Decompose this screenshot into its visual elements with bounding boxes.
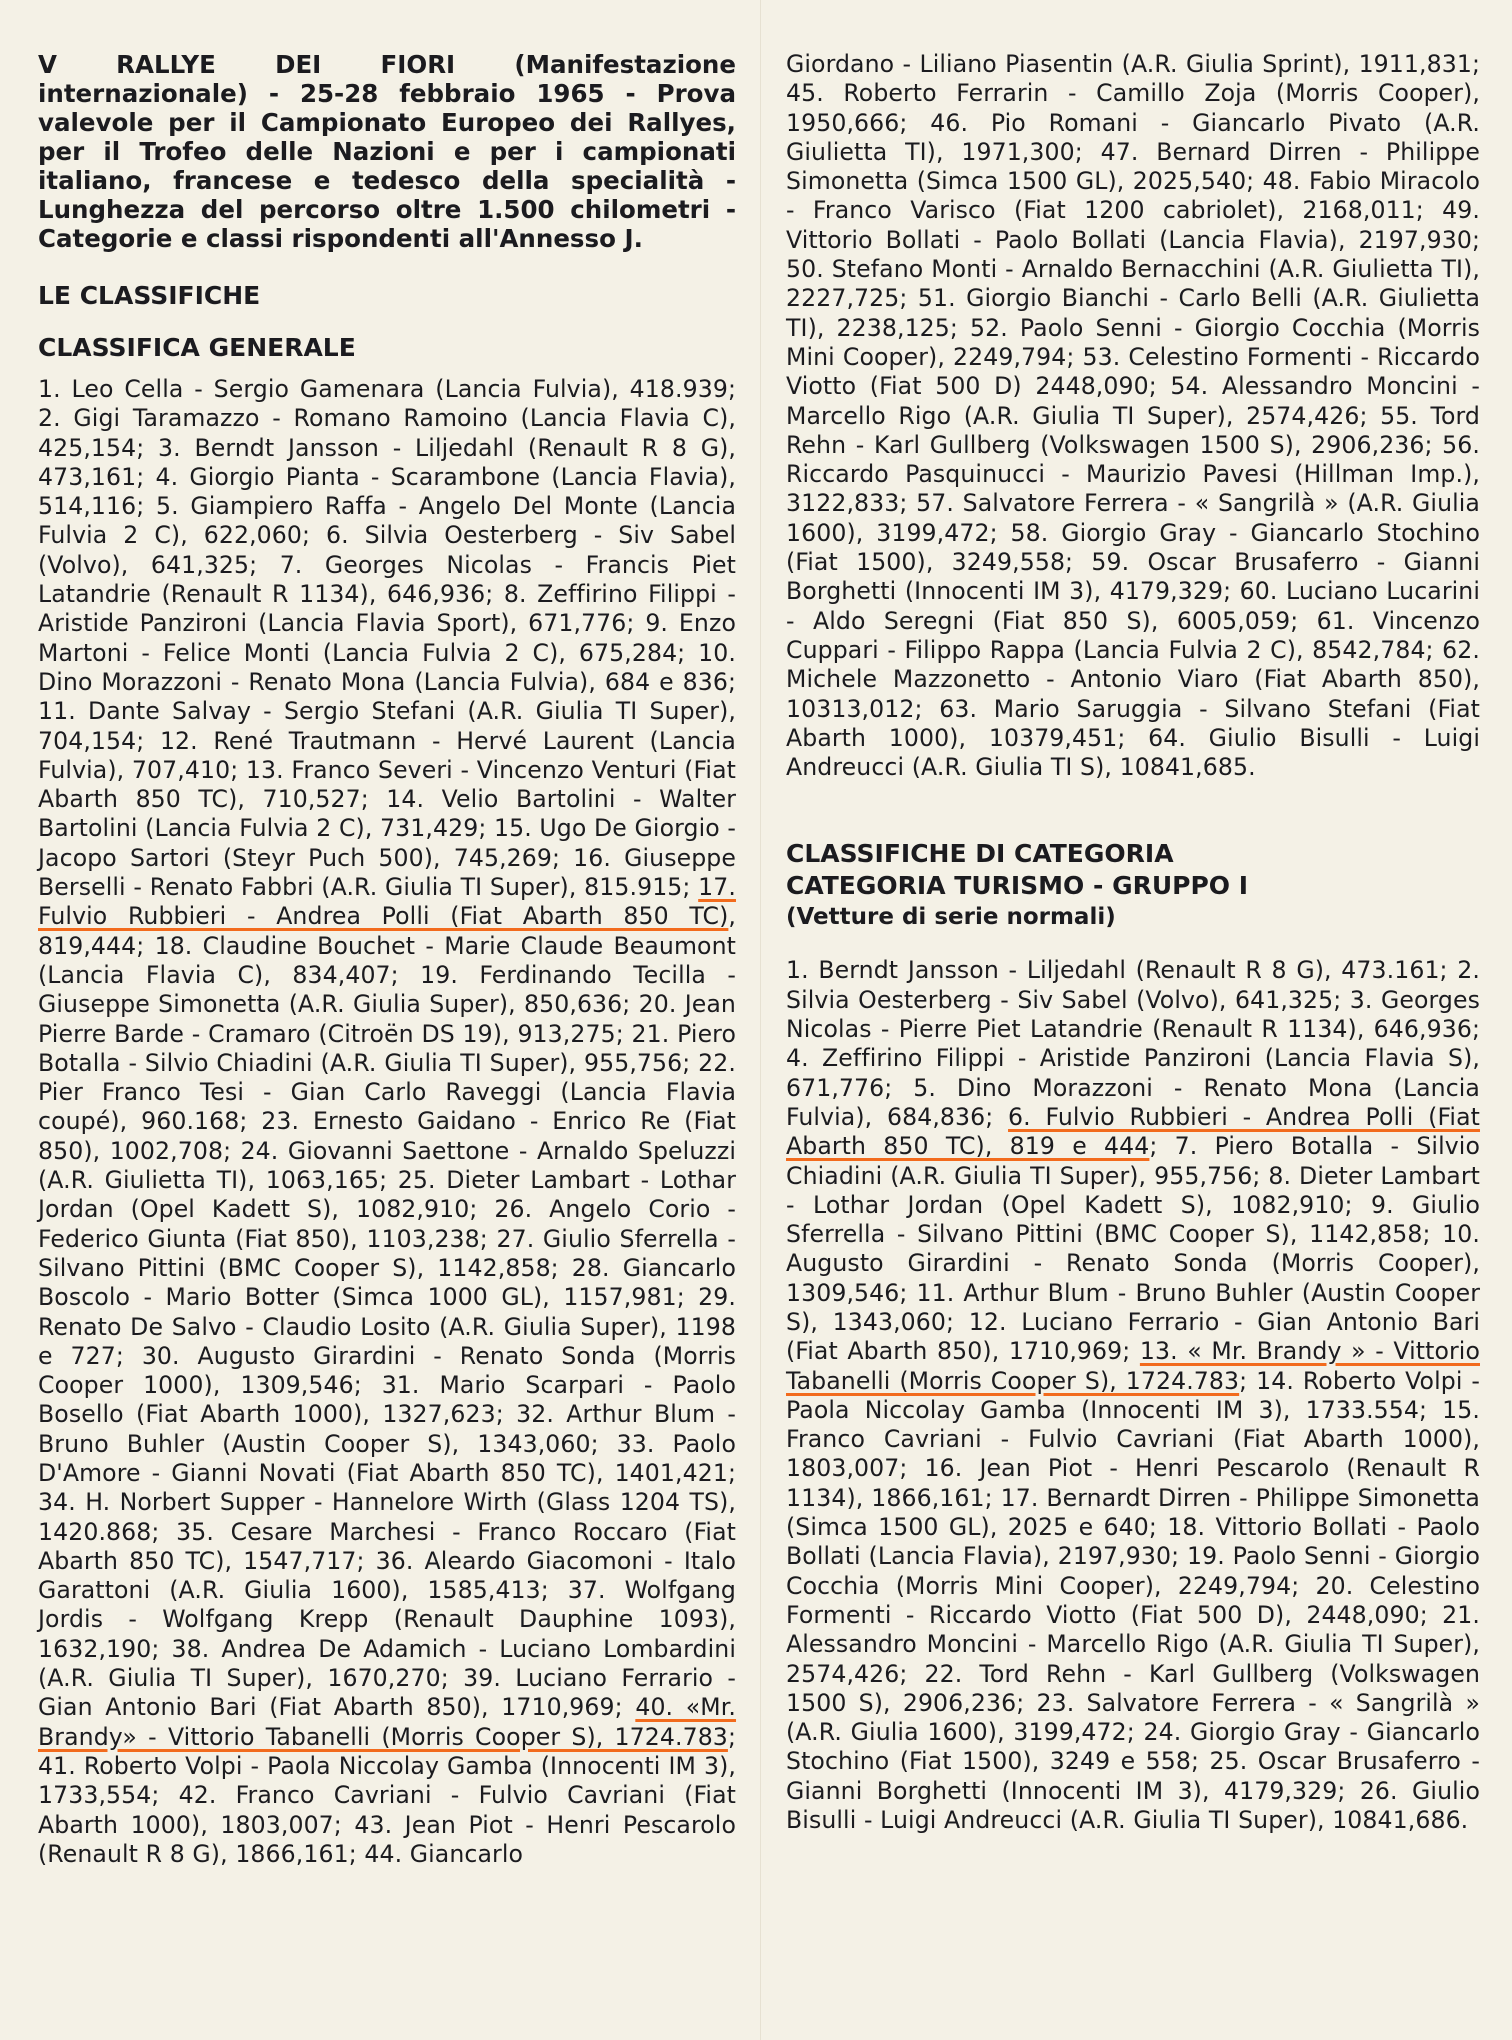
heading-classifiche-categoria: CLASSIFICHE DI CATEGORIA — [786, 839, 1174, 869]
heading-classifica-generale: CLASSIFICA GENERALE — [38, 333, 356, 362]
turismo-text-1: 1. Berndt Jansson - Liljedahl (Renault R 8 G), 473.161; 2. Silvia Oesterberg - Siv Sabel (Volvo), 641,325; 3. Georges Nicolas - Pierre Piet Latandrie (Renault R 1134), 646,936; 4. Zeffirino Filippi - Aristide Panzironi (Lancia Flavia S), 671,776; 5. Dino Morazzoni - Renato Mona (Lancia Fulvia), 684,836; — [786, 956, 1480, 1131]
generale-text-1: 1. Leo Cella - Sergio Gamenara (Lancia Fulvia), 418.939; 2. Gigi Taramazzo - Romano Ramoino (Lancia Flavia C), 425,154; 3. Berndt Jansson - Liljedahl (Renault R 8 G), 473,161; 4. Giorgio Pianta - Scarambone (Lancia Flavia), 514,116; 5. Giampiero Raffa - Angelo Del Monte (Lancia Fulvia 2 C), 622,060; 6. Silvia Oesterberg - Siv Sabel (Volvo), 641,325; 7. Georges Nicolas - Francis Piet Latandrie (Renault R 1134), 646,936; 8. Zeffirino Filippi - Aristide Panzironi (Lancia Flavia Sport), 671,776; 9. Enzo Martoni - Felice Monti (Lancia Fulvia 2 C), 675,284; 10. Dino Morazzoni - Renato Mona (Lancia Fulvia), 684 e 836; 11. Dante Salvay - Sergio Stefani (A.R. Giulia TI Super), 704,154; 12. René Trautmann - Hervé Laurent (Lancia Fulvia), 707,410; 13. Franco Severi - Vincenzo Venturi (Fiat Abarth 850 TC), 710,527; 14. Velio Bartolini - Walter Bartolini (Lancia Fulvia 2 C), 731,429; 15. Ugo De Giorgio - Jacopo Sartori (Steyr Puch 500), 745,269; 16. Giuseppe Berselli - Renato Fabbri (A.R. Giulia TI Super), 815.915; — [38, 375, 736, 902]
classifica-turismo-text — [786, 956, 1480, 1835]
turismo-text-2: ; 7. Piero Botalla - Silvio Chiadini (A.R. Giulia TI Super), 955,756; 8. Dieter Lambart - Lothar Jordan (Opel Kadett S), 1082,910; 9. Giulio Sferrella - Silvano Pittini (BMC Cooper S), 1142,858; 10. Augusto Girardini - Renato Sonda (Morris Cooper), 1309,546; 11. Arthur Blum - Bruno Buhler (Austin Cooper S), 1343,060; 12. Luciano Ferrario - Gian Antonio Bari (Fiat Abarth 850), 1710,969; — [786, 1132, 1480, 1366]
column-gutter — [760, 0, 761, 2040]
right-column — [786, 50, 1480, 1835]
event-intro: V RALLYE DEI FIORI (Manifestazione internazionale) - 25-28 febbraio 1965 - Prova valevole per il Campionato Europeo dei Rallyes, per il Trofeo delle Nazioni e per i campionati italiano, francese e tedesco della specialità - Lunghezza del percorso oltre 1.500 chilometri - Categorie e classi rispondenti all'Annesso J. — [38, 50, 736, 253]
turismo-highlight-rubbieri: 6. Fulvio Rubbieri - Andrea Polli (Fiat Abarth 850 TC), 819 e 444 — [786, 1102, 1480, 1161]
turismo-text-3: ; 14. Roberto Volpi - Paola Niccolay Gamba (Innocenti IM 3), 1733.554; 15. Franco Cavriani - Fulvio Cavriani (Fiat Abarth 1000), 1803,007; 16. Jean Piot - Henri Pescarolo (Renault R 1134), 1866,161; 17. Bernardt Dirren - Philippe Simonetta (Simca 1500 GL), 2025 e 640; 18. Vittorio Bollati - Paolo Bollati (Lancia Flavia), 2197,930; 19. Paolo Senni - Giorgio Cocchia (Morris Mini Cooper), 2249,794; 20. Celestino Formenti - Riccardo Viotto (Fiat 500 D), 2448,090; 21. Alessandro Moncini - Marcello Rigo (A.R. Giulia TI Super), 2574,426; 22. Tord Rehn - Karl Gullberg (Volkswagen 1500 S), 2906,236; 23. Salvatore Ferrera - « Sangrilà » (A.R. Giulia 1600), 3199,472; 24. Giorgio Gray - Giancarlo Stochino (Fiat 1500), 3249 e 558; 25. Oscar Brusaferro - Gianni Borghetti (Innocenti IM 3), 4179,329; 26. Giulio Bisulli - Luigi Andreucci (A.R. Giulia TI Super), 10841,686. — [786, 1366, 1481, 1835]
heading-categoria-turismo: CATEGORIA TURISMO - GRUPPO I — [786, 871, 1249, 901]
generale-highlight-brandy: 40. «Mr. Brandy» - Vittorio Tabanelli (Morris Cooper S), 1724.783 — [38, 1693, 737, 1751]
generale-continued-text: Giordano - Liliano Piasentin (A.R. Giulia Sprint), 1911,831; 45. Roberto Ferrarin - Camillo Zoja (Morris Cooper), 1950,666; 46. Pio Romani - Giancarlo Pivato (A.R. Giulietta TI), 1971,300; 47. Bernard Dirren - Philippe Simonetta (Simca 1500 GL), 2025,540; 48. Fabio Miracolo - Franco Varisco (Fiat 1200 cabriolet), 2168,011; 49. Vittorio Bollati - Paolo Bollati (Lancia Flavia), 2197,930; 50. Stefano Monti - Arnaldo Bernacchini (A.R. Giulietta TI), 2227,725; 51. Giorgio Bianchi - Carlo Belli (A.R. Giulietta TI), 2238,125; 52. Paolo Senni - Giorgio Cocchia (Morris Mini Cooper), 2249,794; 53. Celestino Formenti - Riccardo Viotto (Fiat 500 D) 2448,090; 54. Alessandro Moncini - Marcello Rigo (A.R. Giulia TI Super), 2574,426; 55. Tord Rehn - Karl Gullberg (Volkswagen 1500 S), 2906,236; 56. Riccardo Pasquinucci - Maurizio Pavesi (Hillman Imp.), 3122,833; 57. Salvatore Ferrera - « Sangrilà » (A.R. Giulia 1600), 3199,472; 58. Giorgio Gray - Giancarlo Stochino (Fiat 1500), 3249,558; 59. Oscar Brusaferro - Gianni Borghetti (Innocenti IM 3), 4179,329; 60. Luciano Lucarini - Aldo Seregni (Fiat 850 S), 6005,059; 61. Vincenzo Cuppari - Filippo Rappa (Lancia Fulvia 2 C), 8542,784; 62. Michele Mazzonetto - Antonio Viaro (Fiat Abarth 850), 10313,012; 63. Mario Saruggia - Silvano Stefani (Fiat Abarth 1000), 10379,451; 64. Giulio Bisulli - Luigi Andreucci (A.R. Giulia TI S), 10841,685. — [786, 50, 1480, 782]
generale-text-3: ; 41. Roberto Volpi - Paola Niccolay Gamba (Innocenti IM 3), 1733,554; 42. Franco Cavriani - Fulvio Cavriani (Fiat Abarth 1000), 1803,007; 43. Jean Piot - Henri Pescarolo (Renault R 8 G), 1866,161; 44. Giancarlo — [38, 1722, 736, 1868]
generale-highlight-rubbieri: 17. Fulvio Rubbieri - Andrea Polli (Fiat Abarth 850 TC) — [38, 873, 736, 931]
heading-vetture-serie: (Vetture di serie normali) — [786, 904, 1116, 931]
classifica-generale-text — [38, 375, 736, 1869]
heading-classifiche: LE CLASSIFICHE — [38, 281, 261, 310]
generale-text-2: , 819,444; 18. Claudine Bouchet - Marie Claude Beaumont (Lancia Flavia C), 834,407; 19. Ferdinando Tecilla - Giuseppe Simonetta (A.R. Giulia Super), 850,636; 20. Jean Pierre Barde - Cramaro (Citroën DS 19), 913,275; 21. Piero Botalla - Silvio Chiadini (A.R. Giulia TI Super), 955,756; 22. Pier Franco Tesi - Gian Carlo Raveggi (Lancia Flavia coupé), 960.168; 23. Ernesto Gaidano - Enrico Re (Fiat 850), 1002,708; 24. Giovanni Saettone - Arnaldo Speluzzi (A.R. Giulietta TI), 1063,165; 25. Dieter Lambart - Lothar Jordan (Opel Kadett S), 1082,910; 26. Angelo Corio - Federico Giunta (Fiat 850), 1103,238; 27. Giulio Sferrella - Silvano Pittini (BMC Cooper S), 1142,858; 28. Giancarlo Boscolo - Mario Botter (Simca 1000 GL), 1157,981; 29. Renato De Salvo - Claudio Losito (A.R. Giulia Super), 1198 e 727; 30. Augusto Girardini - Renato Sonda (Morris Cooper 1000), 1309,546; 31. Mario Scarpari - Paolo Bosello (Fiat Abarth 1000), 1327,623; 32. Arthur Blum - Bruno Buhler (Austin Cooper S), 1343,060; 33. Paolo D'Amore - Gianni Novati (Fiat Abarth 850 TC), 1401,421; 34. H. Norbert Supper - Hannelore Wirth (Glass 1204 TS), 1420.868; 35. Cesare Marchesi - Franco Roccaro (Fiat Abarth 850 TC), 1547,717; 36. Aleardo Giacomoni - Italo Garattoni (A.R. Giulia 1600), 1585,413; 37. Wolfgang Jordis - Wolfgang Krepp (Renault Dauphine 1093), 1632,190; 38. Andrea De Adamich - Luciano Lombardini (A.R. Giulia TI Super), 1670,270; 39. Luciano Ferrario - Gian Antonio Bari (Fiat Abarth 850), 1710,969; — [38, 902, 736, 1722]
left-column — [38, 50, 736, 1869]
turismo-highlight-brandy: 13. « Mr. Brandy » - Vittorio Tabanelli (Morris Cooper S), 1724.783 — [786, 1337, 1480, 1395]
